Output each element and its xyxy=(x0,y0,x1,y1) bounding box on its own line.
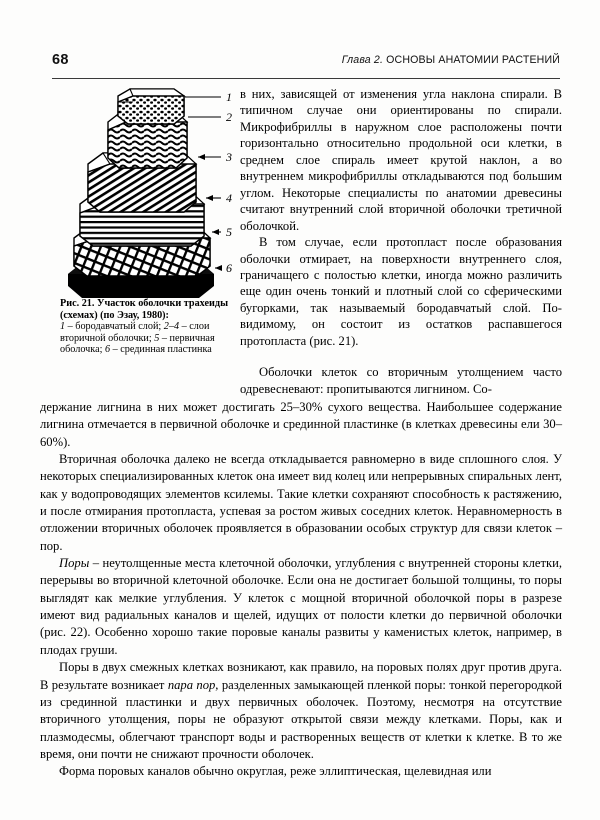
caption-key-3: 5 xyxy=(154,332,160,344)
paragraph-5 xyxy=(40,555,562,659)
header-rule xyxy=(52,78,560,79)
caption-key-1: 1 xyxy=(60,321,66,333)
caption-key-4: 6 xyxy=(104,344,111,356)
caption-key-1-text: – бородавчатый слой; xyxy=(65,321,164,333)
paragraph-7: Форма поровых каналов обычно округлая, реже эллиптическая, щелевидная или xyxy=(59,764,492,779)
term-pory: Поры xyxy=(59,556,90,571)
caption-key-3-text: – первичная оболочка; xyxy=(60,332,215,356)
figure-label-5: 5 xyxy=(226,225,232,239)
figure-block xyxy=(40,86,232,356)
paragraph-1: в них, зависящей от изменения угла наклона спирали. В типичном случае они ориентированы по спирали. Микрофибриллы в наружном слое расположены почти горизонтально относительно продольной оси клетки, в среднем слое спираль имеет крутой наклон, а во внутреннем микрофибриллы откладываются под большим углом. Некоторые специалисты по анатомии древесины считают внутренний слой вторичной оболочки третичной оболочкой. xyxy=(240,87,562,233)
running-head-section: ОСНОВЫ АНАТОМИИ РАСТЕНИЙ xyxy=(386,54,560,66)
caption-key-2-text: – слои вторичной оболочки; xyxy=(60,321,210,344)
running-head-chapter: Глава 2. xyxy=(341,54,384,66)
running-head-title xyxy=(342,54,560,66)
paragraph-3-rest: держание лигнина в них может достигать 25–30% сухого вещества. Наибольшее содержание лигнина отмечается в первичной оболочке и срединной пластинке (в клетках древесины ели 30–60%). xyxy=(40,400,562,449)
figure-caption-lead: Рис. 21. Участок оболочки трахеиды (схемах) (по Эзау, 1980): xyxy=(60,298,229,321)
paragraph-6-part-b: , разделенных замыкающей пленкой поры: тонкой перегородкой из срединной пластинки и двух первичных оболочек. Поэтому, несмотря на отсутствие вторичного утолщения, поры не образуют открытой связи между клетками. Поры, как и плазмодесмы, облегчают транспорт воды и растворенных веществ от клетки к клетке. В то же время, они почти не снижают прочности оболочек. xyxy=(40,677,562,761)
tracheid-wall-illustration xyxy=(48,86,240,300)
figure-label-2: 2 xyxy=(226,110,232,124)
figure-label-3: 3 xyxy=(226,150,232,164)
figure-caption xyxy=(60,298,232,356)
paragraph-6-part-a: Поры в двух смежных клетках возникают, как правило, на поровых полях друг против друга. В результате возникает xyxy=(40,660,562,692)
page-number: 68 xyxy=(52,52,69,68)
paragraph-4: Вторичная оболочка далеко не всегда откладывается равномерно в виде сплошного слоя. У некоторых специализированных клеток она имеет вид колец или непрерывных спиральных лент, как у водопроводящих элементов ксилемы. Такие клетки сохраняют способность к растяжению, и после отмирания протопласта, успевая за ростом живых соседних клеток. Неравномерность в отложении вторичных оболочек проявляется в образовании особых структур для связи клеток – пор. xyxy=(40,452,562,553)
caption-key-2: 2–4 xyxy=(163,321,180,333)
body-text-full-width xyxy=(40,399,562,781)
figure-label-6: 6 xyxy=(226,261,232,275)
layer-1-warty-layer xyxy=(118,89,184,124)
paragraph-6 xyxy=(40,659,562,763)
paragraph-5-text: – неутолщенные места клеточной оболочки, углубления с внутренней стороны клетки, перерывы во вторичной клеточной оболочке. Если она не достигает большой толщины, то поры выглядят как мелкие углубления. У клеток с мощной вторичной оболочкой поры в разрезе имеют вид радиальных каналов и щелей, идущих от полости клетки до первичной оболочки (рис. 22). Особенно хорошо такие поровые каналы развиты у каменистых клеток, например, в плодах груши. xyxy=(40,556,562,657)
figure-label-4: 4 xyxy=(226,191,232,205)
caption-key-4-text: – срединная пластинка xyxy=(110,344,212,356)
paragraph-2: В том случае, если протопласт после образования оболочки отмирает, на поверхности внутреннего слоя, граничащего с полостью клетки, иногда можно различить еще один очень тонкий и плотный слой со сферическими бугорками, так называемый бородавчатый слой. По-видимому, он состоит из остатков распавшегося протопласта (рис. 21). xyxy=(240,235,562,348)
running-head xyxy=(52,52,560,74)
term-para-por: пара пор xyxy=(167,677,216,692)
figure-label-1: 1 xyxy=(226,90,232,104)
figure-caption-keys xyxy=(60,321,232,356)
figure-tracheid-wall xyxy=(48,86,232,298)
paragraph-3-head-block xyxy=(240,364,562,399)
paragraph-3-head: Оболочки клеток со вторичным утолщением часто одревесневают: пропитываются лигнином. Со- xyxy=(240,365,562,397)
figure-label-numbers xyxy=(225,90,232,275)
right-column-text xyxy=(240,86,562,349)
